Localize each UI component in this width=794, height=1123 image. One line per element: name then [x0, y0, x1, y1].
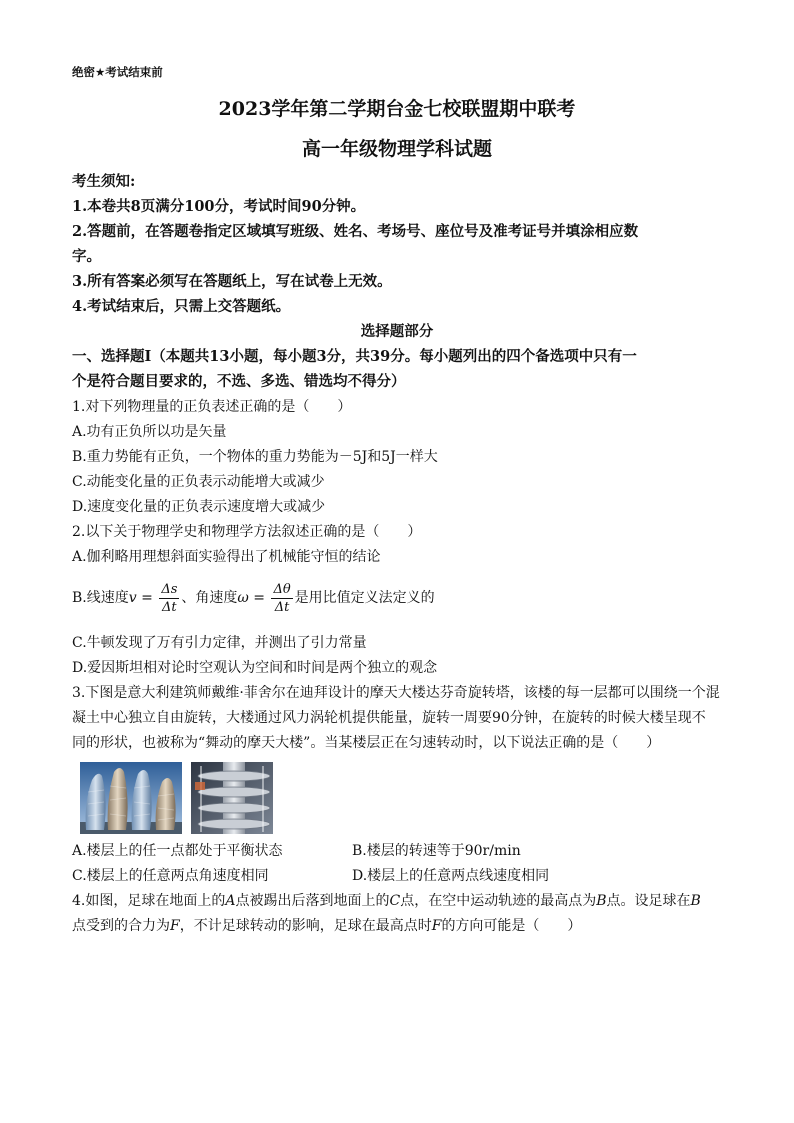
section-title: 选择题部分 — [360, 323, 434, 340]
q3-option-d: D.楼层上的任意两点线速度相同 — [352, 868, 550, 884]
q3-stem-line2: 凝土中心独立自由旋转，大楼通过风力涡轮机提供能量，旋转一周要90分钟，在旋转的时候大楼呈现不 — [72, 710, 706, 726]
q4-point-a: A — [225, 893, 236, 909]
q4-point-c: C — [389, 893, 401, 909]
notice-item: 字。 — [72, 248, 101, 265]
tower-interior-photo — [191, 762, 273, 834]
q1-option-b: B.重力势能有正负，一个物体的重力势能为－5J和5J一样大 — [72, 449, 438, 465]
fraction-numerator: Δs — [161, 581, 178, 597]
q4-text: 点受到的合力为 — [72, 918, 170, 934]
q4-text: 点，在空中运动轨迹的最高点为 — [400, 893, 597, 909]
q2-b-mid: 、角速度 — [181, 590, 238, 606]
q4-text: ，不计足球转动的影响，足球在最高点时 — [179, 918, 432, 934]
q3-stem-line3: 同的形状，也被称为“舞动的摩天大楼”。当某楼层正在匀速转动时，以下说法正确的是（ ） — [72, 735, 661, 751]
fraction-dtheta-dt — [271, 581, 292, 616]
notice-heading: 考生须知: — [72, 173, 136, 190]
tower-interior-illustration — [191, 762, 273, 834]
q1-option-c: C.动能变化量的正负表示动能增大或减少 — [72, 474, 325, 490]
q2-stem: 2.以下关于物理学史和物理学方法叙述正确的是（ ） — [72, 524, 422, 540]
tower-exterior-photo — [80, 762, 182, 834]
fraction-denominator: Δt — [162, 599, 177, 615]
fraction-denominator: Δt — [274, 599, 290, 615]
q2-b-suffix: 是用比值定义法定义的 — [294, 590, 435, 606]
tower-exterior-illustration — [80, 762, 182, 834]
q3-stem-line1: 3.下图是意大利建筑师戴维·菲舍尔在迪拜设计的摩天大楼达芬奇旋转塔，该楼的每一层都可以围绕一个混 — [72, 685, 720, 701]
q2-b-eq2: = — [248, 590, 270, 606]
notice-item: 4.考试结束后，只需上交答题纸。 — [72, 298, 291, 315]
q2-b-omega: ω — [237, 590, 249, 606]
q4-stem-line2 — [72, 916, 581, 936]
fraction-ds-dt — [159, 581, 179, 616]
q2-b-prefix: B.线速度 — [72, 590, 129, 606]
fraction-numerator: Δθ — [273, 581, 291, 597]
q4-text: 的方向可能是（ ） — [441, 918, 582, 934]
q2-option-a: A.伽利略用理想斜面实验得出了机械能守恒的结论 — [72, 549, 381, 565]
q3-option-a: A.楼层上的任一点都处于平衡状态 — [72, 843, 283, 859]
q3-option-b: B.楼层的转速等于90r/min — [352, 843, 521, 859]
q1-stem: 1.对下列物理量的正负表述正确的是（ ） — [72, 399, 352, 415]
q2-b-v: v — [128, 590, 137, 606]
exam-title: 2023学年第二学期台金七校联盟期中联考 — [218, 98, 576, 120]
q2-option-d: D.爱因斯坦相对论时空观认为空间和时间是两个独立的观念 — [72, 660, 438, 676]
notice-item: 3.所有答案必须写在答题纸上，写在试卷上无效。 — [72, 273, 392, 290]
section-intro: 个是符合题目要求的，不选、多选、错选均不得分） — [72, 373, 406, 390]
q1-option-a: A.功有正负所以功是矢量 — [72, 424, 227, 440]
section-intro: 一、选择题Ⅰ（本题共13小题，每小题3分，共39分。每小题列出的四个备选项中只有一 — [72, 348, 637, 365]
q2-b-eq: = — [136, 590, 158, 606]
notice-item: 1.本卷共8页满分100分，考试时间90分钟。 — [72, 198, 366, 215]
q4-text: 点。设足球在 — [606, 893, 691, 909]
secret-mark: 绝密★考试结束前 — [72, 65, 163, 79]
q4-point-b: B — [690, 893, 701, 909]
q2-option-b — [72, 580, 435, 616]
q4-text: 4.如图，足球在地面上的 — [72, 893, 226, 909]
q2-option-c: C.牛顿发现了万有引力定律，并测出了引力常量 — [72, 635, 367, 651]
notice-item: 2.答题前，在答题卷指定区域填写班级、姓名、考场号、座位号及准考证号并填涂相应数 — [72, 223, 639, 240]
q4-stem-line1 — [72, 891, 701, 911]
q4-text: 点被踢出后落到地面上的 — [235, 893, 390, 909]
exam-subtitle: 高一年级物理学科试题 — [301, 138, 492, 160]
q4-point-b: B — [596, 893, 607, 909]
q4-force-f: F — [431, 918, 442, 934]
q1-option-d: D.速度变化量的正负表示速度增大或减少 — [72, 499, 326, 515]
q4-force-f: F — [170, 918, 180, 934]
q3-option-c: C.楼层上的任意两点角速度相同 — [72, 868, 269, 884]
